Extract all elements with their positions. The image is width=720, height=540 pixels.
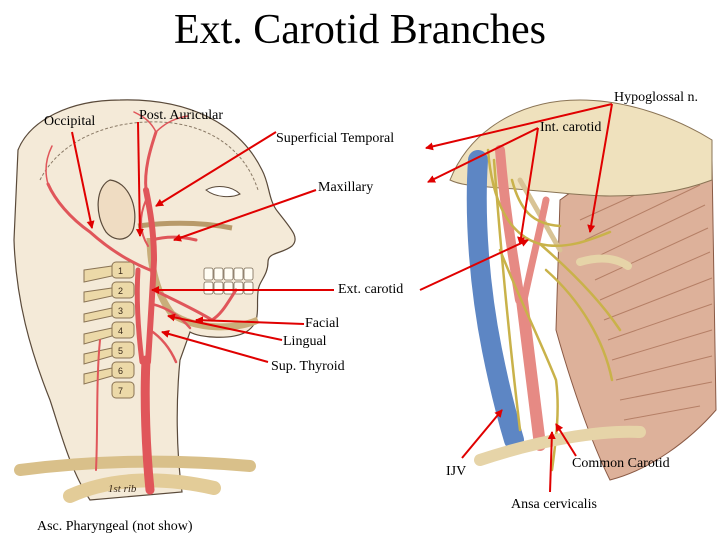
- common-carotid-artery: [145, 360, 150, 490]
- external-carotid-dissection: [524, 200, 546, 300]
- vertebra-number: 7: [118, 386, 124, 396]
- vertebra-number: 5: [118, 346, 124, 356]
- vertebra-number: 3: [118, 306, 124, 316]
- vertebra-number: 6: [118, 366, 124, 376]
- label-maxillary: Maxillary: [318, 180, 374, 195]
- label-sup-thyroid: Sup. Thyroid: [271, 359, 345, 374]
- vertebra-number: 1: [118, 266, 124, 276]
- label-ansa-cervicalis: Ansa cervicalis: [511, 497, 597, 512]
- label-hypoglossal: Hypoglossal n.: [614, 90, 698, 105]
- slide-title: Ext. Carotid Branches: [173, 7, 547, 53]
- rib-label: 1st rib: [108, 483, 137, 495]
- label-facial: Facial: [305, 316, 340, 331]
- vertebra-number: 4: [118, 326, 124, 336]
- label-int-carotid: Int. carotid: [540, 120, 602, 135]
- label-asc-pharyngeal: Asc. Pharyngeal (not show): [37, 519, 193, 534]
- label-ext-carotid: Ext. carotid: [338, 282, 404, 297]
- label-superficial-temporal: Superficial Temporal: [276, 131, 395, 146]
- skull-base: [450, 100, 712, 196]
- head-neck-illustration: [14, 100, 295, 500]
- label-post-auricular: Post. Auricular: [139, 108, 223, 123]
- label-ijv: IJV: [446, 464, 467, 479]
- vertebra-number: 2: [118, 286, 124, 296]
- label-common-carotid: Common Carotid: [572, 456, 670, 471]
- label-occipital: Occipital: [44, 114, 96, 129]
- label-lingual: Lingual: [283, 334, 327, 349]
